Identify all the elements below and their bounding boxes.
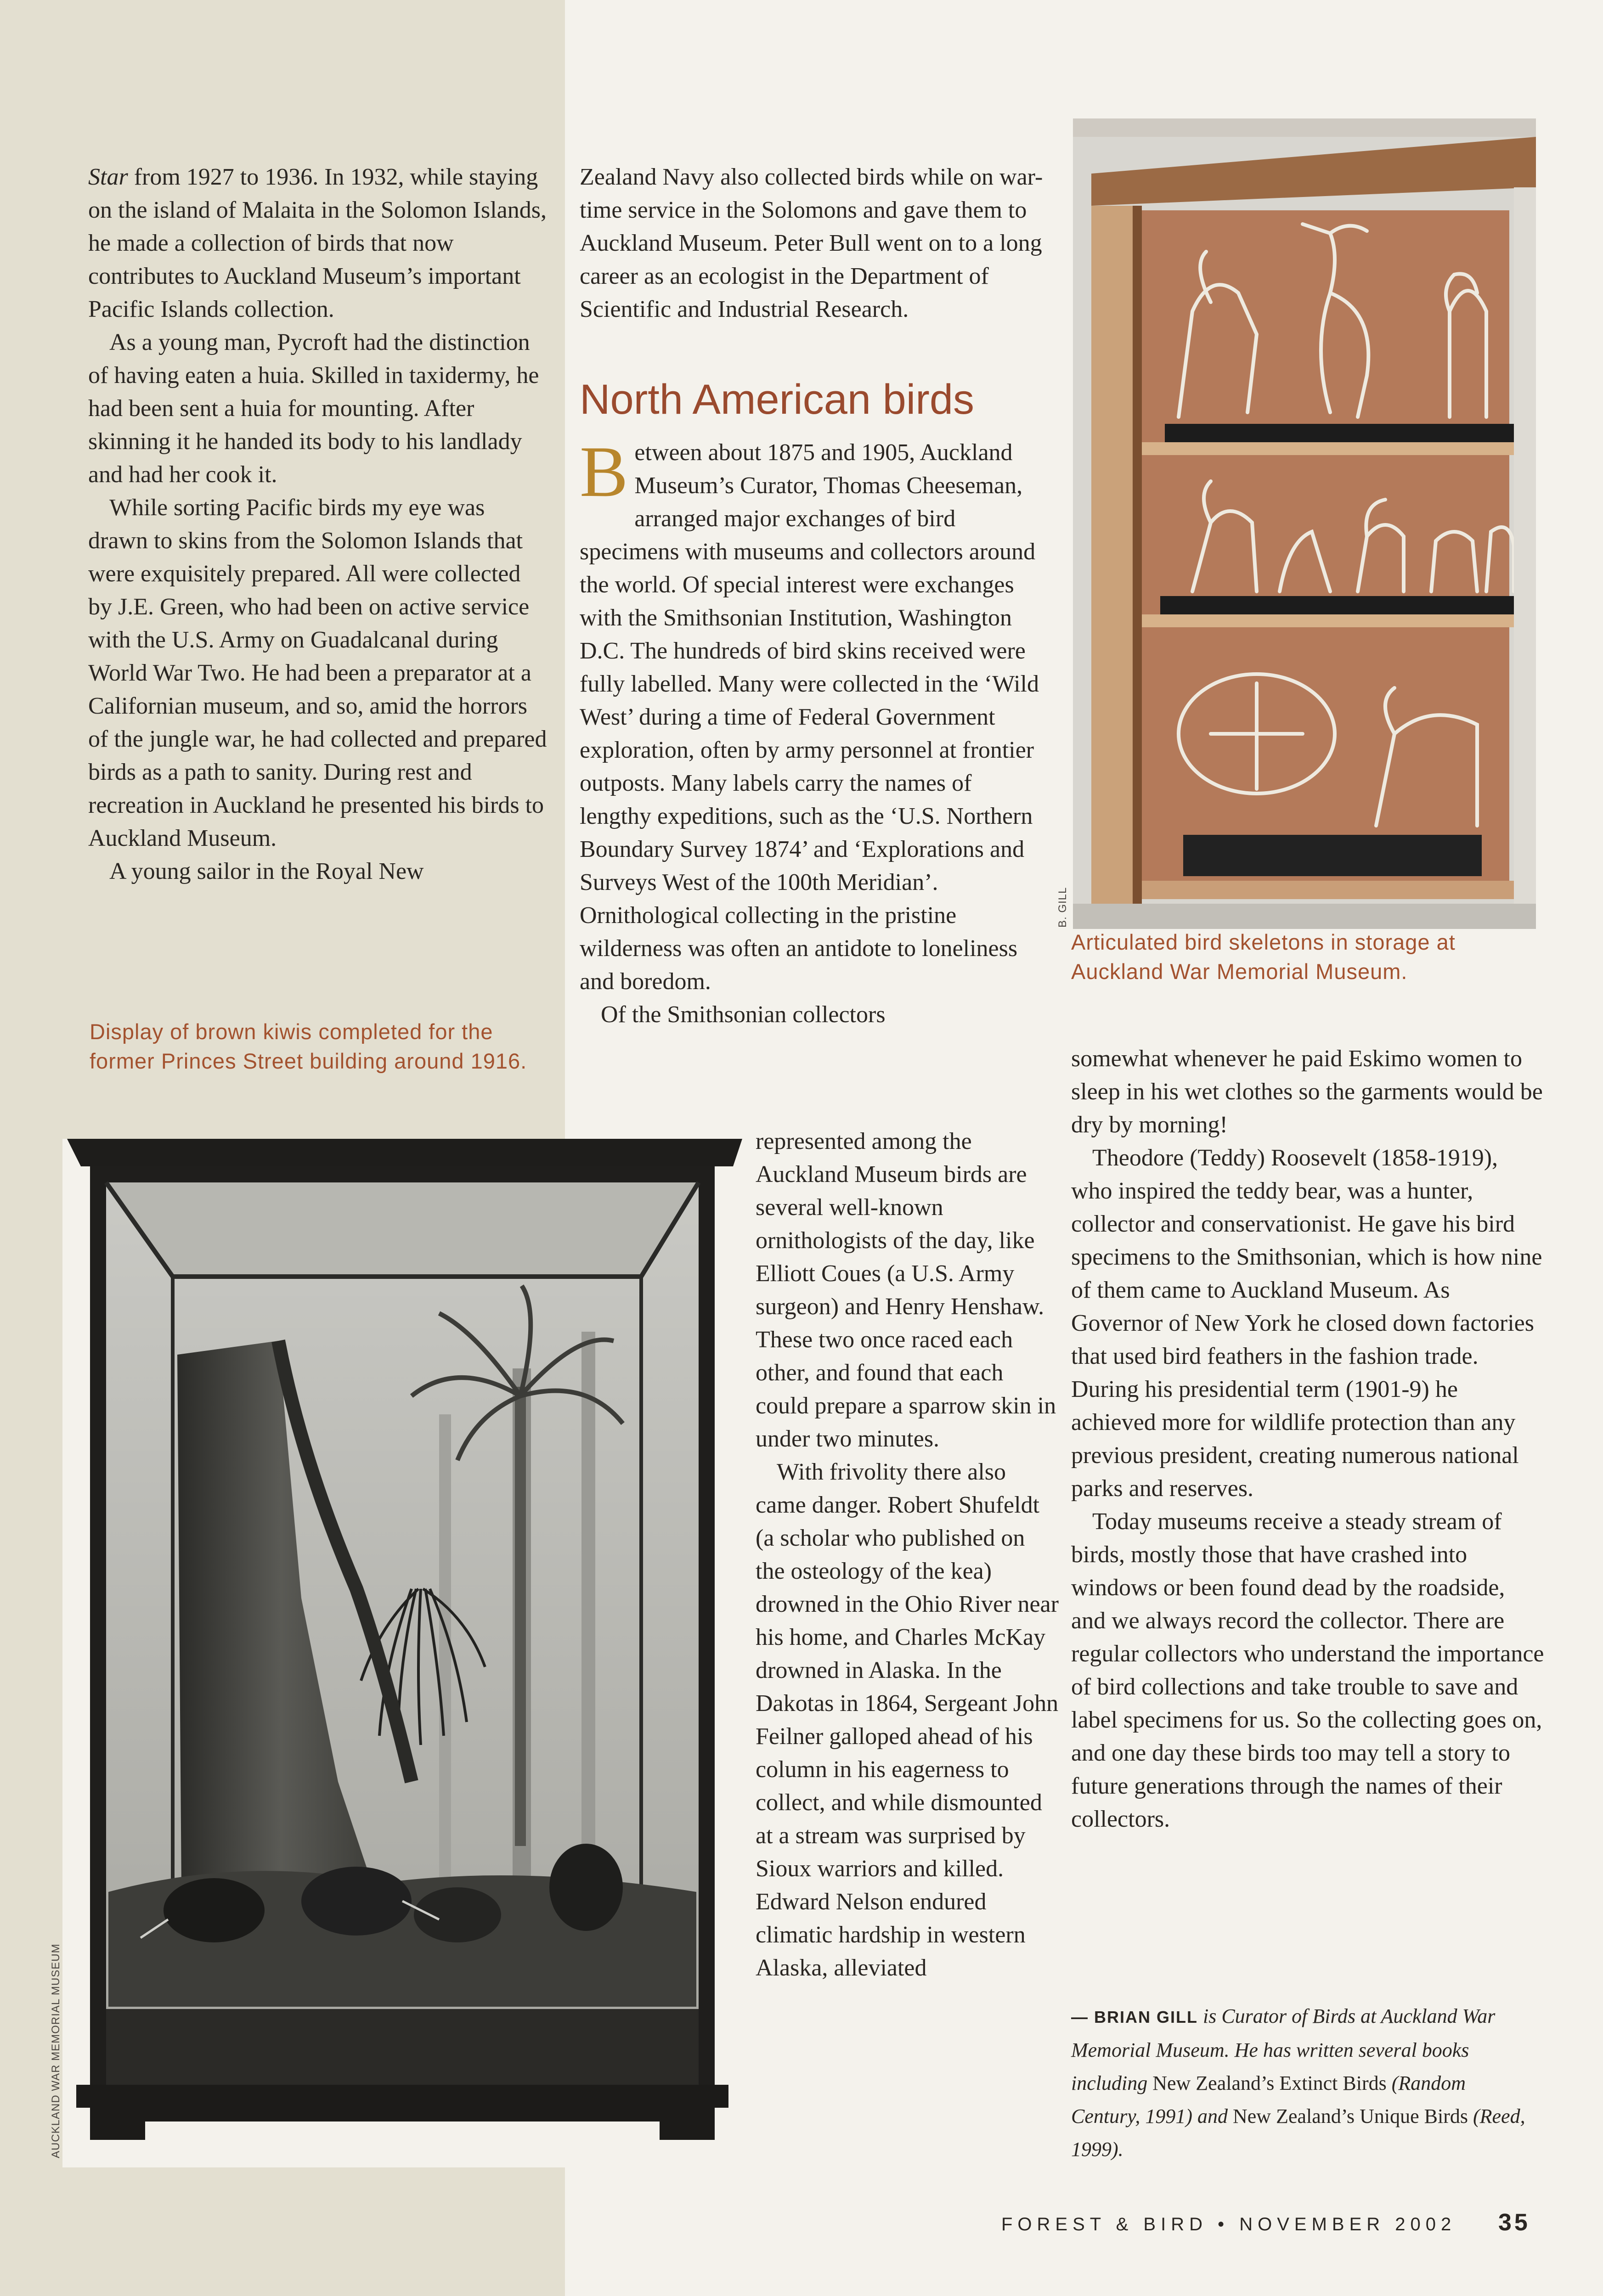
- bio-text: (Random Century, 1991) and: [1071, 2072, 1466, 2127]
- italic-lead: Star: [88, 164, 128, 190]
- column-2-narrow: [756, 1125, 1059, 1985]
- kiwi-display-case-photo: [62, 1139, 751, 2167]
- paragraph: [580, 432, 1044, 998]
- section-heading: North American birds: [580, 376, 974, 423]
- author-name: — BRIAN GILL: [1071, 2008, 1198, 2026]
- drop-cap: B: [580, 432, 628, 512]
- page-number: 35: [1498, 2209, 1530, 2236]
- book-title: New Zealand’s Extinct Birds: [1152, 2072, 1387, 2094]
- paragraph: [88, 161, 548, 326]
- bird-skeletons-cabinet-photo: [1073, 118, 1536, 929]
- bio-text: is Curator of Birds at Auckland War Memorial Museum. He has written several books including: [1071, 2005, 1496, 2094]
- bio-text: (Reed, 1999).: [1071, 2105, 1525, 2161]
- column-2-middle: [580, 432, 1044, 1031]
- book-title: New Zealand’s Unique Birds: [1232, 2105, 1468, 2127]
- paragraph: A young sailor in the Royal New: [109, 858, 424, 884]
- paragraph: represented among the Auckland Museum birds are several well-known ornithologists of the day, like Elliott Coues (a U.S. Army surgeon) and Henry Henshaw. These two once raced each other, and found that each could prepare a sparrow skin in under two minutes.: [756, 1128, 1056, 1452]
- column-2-top: [580, 161, 1044, 326]
- skeleton-photo-caption: Articulated bird skeletons in storage at Auckland War Memorial Museum.: [1071, 930, 1456, 984]
- running-footer: FOREST & BIRD • NOVEMBER 2002: [1001, 2214, 1456, 2234]
- column-1: [88, 161, 548, 888]
- paragraph-text: etween about 1875 and 1905, Auckland Museum’s Curator, Thomas Cheeseman, arranged major exchanges of bird specimens with museums and collectors around the world. Of special interest were exchanges with the Smithsonian Institution, Washington D.C. The hundreds of bird skins received were fully labelled. Many were collected in the ‘Wild West’ during a time of Federal Government exploration, often by army personnel at frontier outposts. Many labels carry the names of lengthy expeditions, such as the ‘U.S. Northern Boundary Survey 1874’ and ‘Explorations and Surveys West of the 100th Meridian’. Ornithological collecting in the pristine wilderness was often an antidote to loneliness and boredom.: [580, 439, 1039, 995]
- paragraph: While sorting Pacific birds my eye was drawn to skins from the Solomon Islands that were exquisitely prepared. All were collected by J.E. Green, who had been on active service with the U.S. Army on Guadalcanal during World War Two. He had been a preparator at a Californian museum, and so, amid the horrors of the jungle war, he had collected and prepared birds as a path to sanity. During rest and recreation in Auckland he presented his birds to Auckland Museum.: [88, 495, 547, 851]
- author-bio: [1071, 2000, 1540, 2166]
- skeleton-photo-credit: B. GILL: [1056, 887, 1069, 928]
- kiwi-photo-credit: AUCKLAND WAR MEMORIAL MUSEUM: [50, 1943, 62, 2158]
- paragraph: somewhat whenever he paid Eskimo women to sleep in his wet clothes so the garments would be dry by morning!: [1071, 1046, 1543, 1138]
- paragraph: Today museums receive a steady stream of birds, mostly those that have crashed into windows or been found dead by the roadside, and we always record the collector. There are regular collectors who understand the importance of bird collections and take trouble to save and label specimens for us. So the collecting goes on, and one day these birds too may tell a story to future generations through the names of their collectors.: [1071, 1508, 1544, 1832]
- paragraph-text: from 1927 to 1936. In 1932, while staying on the island of Malaita in the Solomon Islands, he made a collection of birds that now contributes to Auckland Museum’s important Pacific Islands collection.: [88, 164, 547, 322]
- kiwi-photo-caption: Display of brown kiwis completed for the former Princes Street building around 1916.: [90, 1019, 527, 1073]
- paragraph: Zealand Navy also collected birds while on war-time service in the Solomons and gave them to Auckland Museum. Peter Bull went on to a long career as an ecologist in the Department of Scientific and Industrial Research.: [580, 164, 1043, 322]
- paragraph: Of the Smithsonian collectors: [601, 1002, 886, 1028]
- paragraph: Theodore (Teddy) Roosevelt (1858-1919), who inspired the teddy bear, was a hunter, collector and conservationist. He gave his bird specimens to the Smithsonian, which is how nine of them came to Auckland Museum. As Governor of New York he closed down factories that used bird feathers in the fashion trade. During his presidential term (1901-9) he achieved more for wildlife protection than any previous president, creating numerous national parks and reserves.: [1071, 1145, 1542, 1502]
- paragraph: With frivolity there also came danger. Robert Shufeldt (a scholar who published on the osteology of the kea) drowned in the Ohio River near his home, and Charles McKay drowned in Alaska. In the Dakotas in 1864, Sergeant John Feilner galloped ahead of his column in his eagerness to collect, and while dismounted at a stream was surprised by Sioux warriors and killed. Edward Nelson endured climatic hardship in western Alaska, alleviated: [756, 1459, 1059, 1981]
- paragraph: As a young man, Pycroft had the distinction of having eaten a huia. Skilled in taxidermy, he had been sent a huia for mounting. After skinning it he handed its body to his landlady and had her cook it.: [88, 329, 539, 488]
- column-3: [1071, 1042, 1544, 1836]
